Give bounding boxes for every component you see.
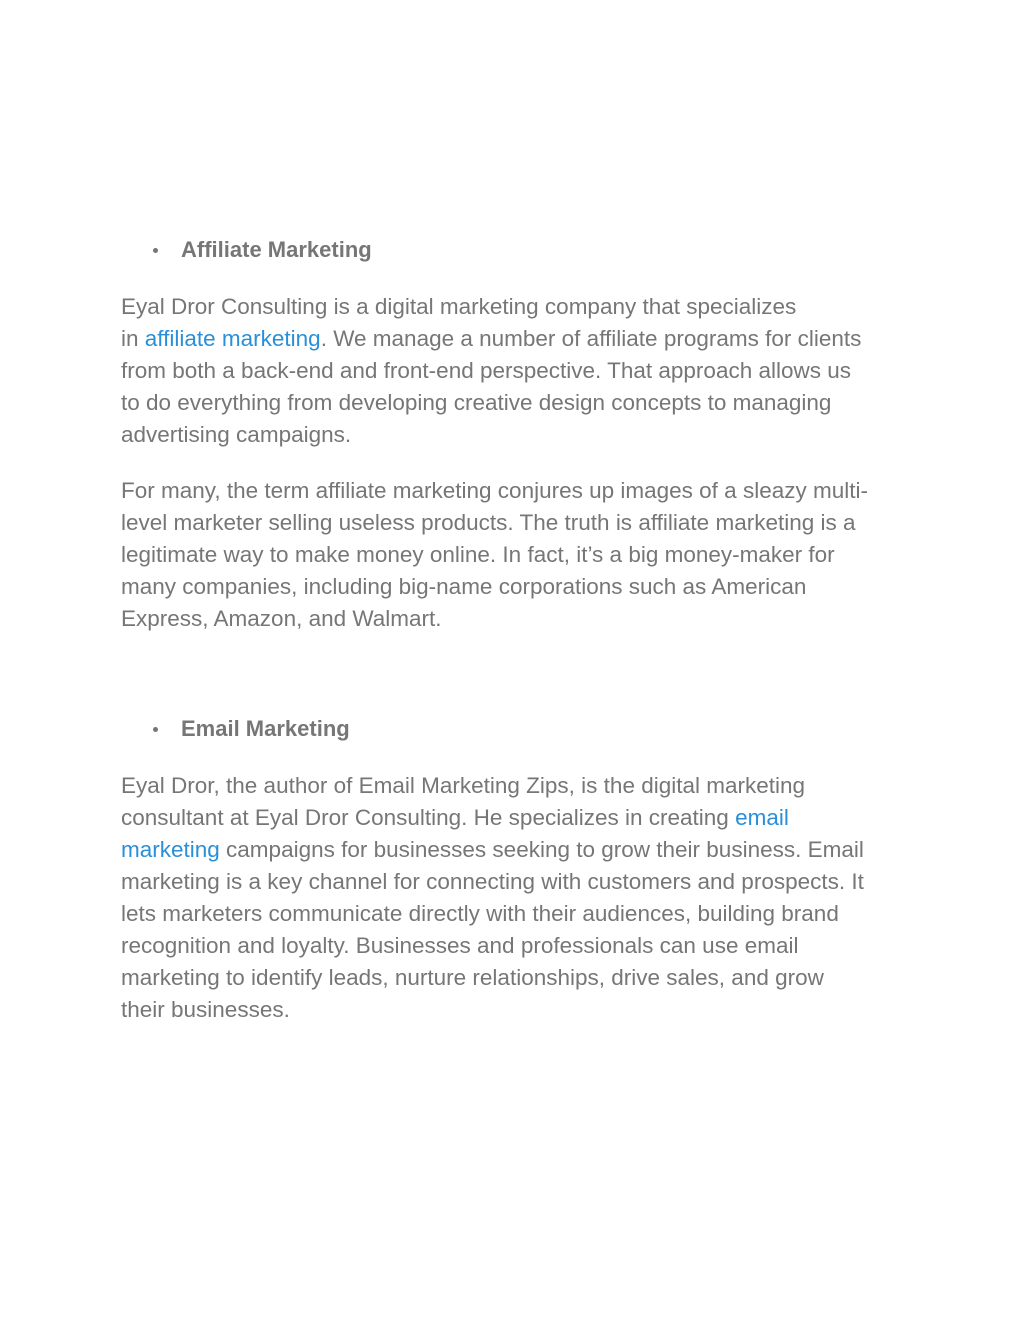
text-line: Eyal Dror, the author of Email Marketing Zips, is the digital marketing xyxy=(121,773,806,798)
email-paragraph-1 xyxy=(121,770,911,1026)
affiliate-paragraph-1 xyxy=(121,291,911,451)
text-line: lets marketers communicate directly with their audiences, building brand xyxy=(121,901,839,926)
text-segment: . We manage a number of affiliate programs for clients xyxy=(320,326,862,351)
text-line: Eyal Dror Consulting is a digital marketing company that specializes xyxy=(121,294,797,319)
text-line: advertising campaigns. xyxy=(121,422,352,447)
text-line: level marketer selling useless products. The truth is affiliate marketing is a xyxy=(121,510,856,535)
text-line: their businesses. xyxy=(121,997,290,1022)
text-line: legitimate way to make money online. In fact, it’s a big money-maker for xyxy=(121,542,835,567)
text-line: to do everything from developing creative design concepts to managing xyxy=(121,390,832,415)
text-line xyxy=(121,323,911,355)
text-line: marketing to identify leads, nurture relationships, drive sales, and grow xyxy=(121,965,824,990)
email-marketing-link[interactable]: email xyxy=(735,805,789,830)
section-heading-text: Email Marketing xyxy=(181,716,350,741)
affiliate-paragraph-2 xyxy=(121,475,911,635)
bullet-icon xyxy=(153,248,158,253)
text-line: Express, Amazon, and Walmart. xyxy=(121,606,442,631)
text-line xyxy=(121,834,911,866)
email-marketing-link[interactable]: marketing xyxy=(121,837,220,862)
text-line: For many, the term affiliate marketing conjures up images of a sleazy multi- xyxy=(121,478,868,503)
text-line: recognition and loyalty. Businesses and professionals can use email xyxy=(121,933,799,958)
text-segment: consultant at Eyal Dror Consulting. He specializes in creating xyxy=(121,805,736,830)
affiliate-marketing-link[interactable]: affiliate marketing xyxy=(144,326,321,351)
section-heading-text: Affiliate Marketing xyxy=(181,237,372,262)
text-segment: in xyxy=(121,326,145,351)
text-line: many companies, including big-name corporations such as American xyxy=(121,574,807,599)
text-line xyxy=(121,802,911,834)
text-line: marketing is a key channel for connecting with customers and prospects. It xyxy=(121,869,864,894)
bullet-icon xyxy=(153,727,158,732)
text-segment: campaigns for businesses seeking to grow their business. Email xyxy=(219,837,864,862)
text-line: from both a back-end and front-end perspective. That approach allows us xyxy=(121,358,852,383)
